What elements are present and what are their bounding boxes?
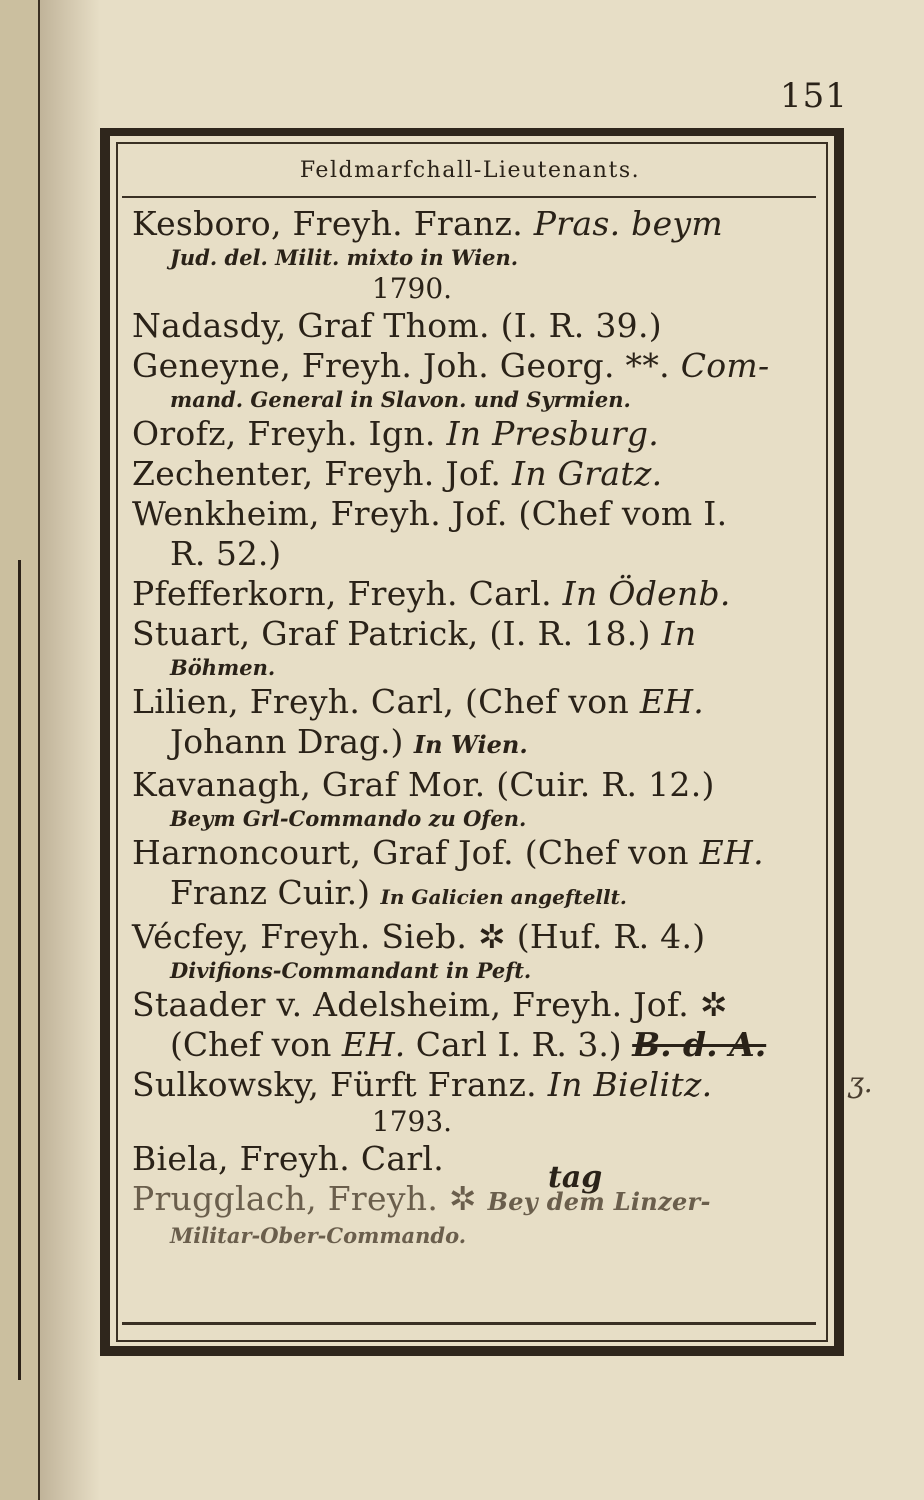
entry-main: Kavanagh, Graf Mor. (Cuir. R. 12.) [132, 765, 715, 804]
entry-main: Geneyne, Freyh. Joh. Georg. **. Com- [132, 346, 770, 385]
entry-main: Nadasdy, Graf Thom. (I. R. 39.) [132, 306, 662, 345]
handwritten-annotation: tag [548, 1160, 603, 1195]
entry-lilien [132, 682, 822, 765]
entry-pfefferkorn [132, 574, 822, 614]
entry-main: Wenkheim, Freyh. Jof. (Chef vom I. [132, 494, 728, 533]
entry-main: Stuart, Graf Patrick, (I. R. 18.) In [132, 614, 697, 653]
entry-main: Harnoncourt, Graf Jof. (Chef von EH. [132, 833, 764, 872]
entry-list [132, 204, 822, 1250]
entry-kavanagh [132, 765, 822, 833]
entry-geneyne [132, 346, 822, 414]
year-heading: 1793. [371, 1105, 453, 1138]
entry-main: Kesboro, Freyh. Franz. Pras. beym [132, 204, 723, 243]
year-heading: 1790. [371, 272, 453, 305]
entry-biela [132, 1139, 822, 1179]
entry-vecfey [132, 917, 822, 985]
entry-harnoncourt [132, 833, 822, 917]
page-number: 151 [780, 76, 848, 116]
entry-nadasdy [132, 306, 822, 346]
margin-annotation: ʒ. [848, 1066, 873, 1099]
entry-note: Böhmen. [170, 655, 276, 680]
entry-main: Lilien, Freyh. Carl, (Chef von EH. [132, 682, 705, 721]
entry-orofz [132, 414, 822, 454]
entry-main: Vécfey, Freyh. Sieb. ✲ (Huf. R. 4.) [132, 917, 706, 956]
entry-note: Jud. del. Milit. mixto in Wien. [170, 245, 519, 270]
entry-wenkheim [132, 494, 822, 574]
entry-note: Divifions-Commandant in Peft. [170, 958, 532, 983]
left-page-rule [18, 560, 21, 1380]
gutter-shadow [40, 0, 100, 1500]
entry-sulkowsky [132, 1065, 822, 1105]
left-page-edge [0, 0, 41, 1500]
entry-main: Prugglach, Freyh. ✲ Bey dem Linzer- [132, 1179, 711, 1218]
entry-stuart [132, 614, 822, 682]
entry-note: mand. General in Slavon. und Syrmien. [170, 387, 631, 412]
entry-continuation: Franz Cuir.) In Galicien angeftellt. [170, 873, 627, 912]
bottom-rule [122, 1322, 816, 1325]
entry-prugglach [132, 1179, 822, 1250]
entry-continuation: Johann Drag.) In Wien. [170, 722, 528, 761]
entry-main: Biela, Freyh. Carl. [132, 1139, 445, 1178]
entry-continuation: (Chef von EH. Carl I. R. 3.) B. d. A. [170, 1025, 767, 1064]
entry-continuation: R. 52.) [170, 534, 282, 573]
entry-main: Sulkowsky, Fürft Franz. In Bielitz. [132, 1065, 713, 1104]
section-header: Feldmarfchall-Lieutenants. [299, 158, 641, 183]
entry-main: Zechenter, Freyh. Jof. In Gratz. [132, 454, 663, 493]
entry-staader [132, 985, 822, 1065]
entry-zechenter [132, 454, 822, 494]
entry-main: Orofz, Freyh. Ign. In Presburg. [132, 414, 660, 453]
entry-note: Beym Grl-Commando zu Ofen. [170, 806, 527, 831]
entry-note: Militar-Ober-Commando. [170, 1223, 467, 1248]
struck-abbreviation: B. d. A. [632, 1025, 767, 1064]
entry-kesboro [132, 204, 822, 272]
entry-main: Pfefferkorn, Freyh. Carl. In Ödenb. [132, 574, 731, 613]
header-rule [122, 196, 816, 198]
entry-main: Staader v. Adelsheim, Freyh. Jof. ✲ [132, 985, 728, 1024]
